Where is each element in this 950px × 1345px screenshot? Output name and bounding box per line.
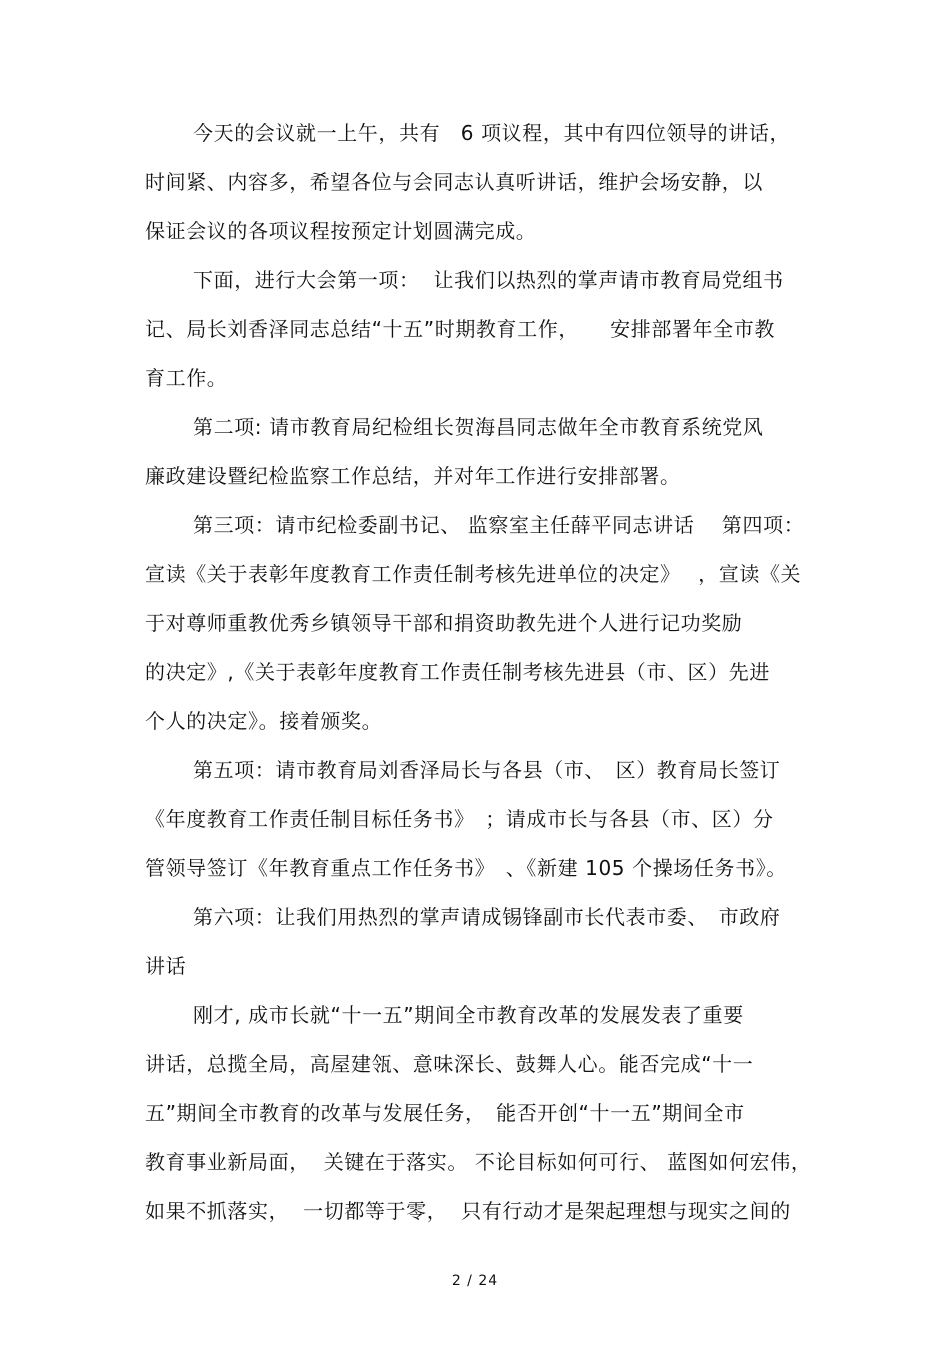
text-line: 下面，进行大会第一项： 让我们以热烈的掌声请市教育局党组书 xyxy=(193,268,784,292)
text-line: 个人的决定》。接着颁奖。 xyxy=(145,709,383,733)
text-line: 讲话，总揽全局，高屋建瓴、意味深长、鼓舞人心。能否完成“十一 xyxy=(145,1052,754,1076)
text-line: 保证会议的各项议程按预定计划圆满完成。 xyxy=(145,219,537,243)
text-line: 时间紧、内容多，希望各位与会同志认真听讲话，维护会场安静，以 xyxy=(145,170,763,194)
text-line: 宣读《关于表彰年度教育工作责任制考核先进单位的决定》 ，宣读《关 xyxy=(145,562,802,586)
text-line: 讲话 xyxy=(145,954,187,978)
text-line: 刚才, 成市长就“十一五”期间全市教育改革的发展发表了重要 xyxy=(193,1003,744,1027)
text-line: 记、局长刘香泽同志总结“十五”时期教育工作， 安排部署年全市教 xyxy=(145,317,775,341)
text-line: 育工作。 xyxy=(145,366,228,390)
text-line: 管领导签订《年教育重点工作任务书》 、《新建 105 个操场任务书》。 xyxy=(145,856,787,880)
text-line: 五”期间全市教育的改革与发展任务， 能否开创“十一五”期间全市 xyxy=(145,1101,745,1125)
text-line: 今天的会议就一上午，共有 6 项议程，其中有四位领导的讲话， xyxy=(193,121,791,145)
text-line: 如果不抓落实， 一切都等于零， 只有行动才是架起理想与现实之间的 xyxy=(145,1199,791,1223)
text-line: 于对尊师重教优秀乡镇领导干部和捐资助教先进个人进行记功奖励 xyxy=(145,611,743,635)
text-line: 第二项: 请市教育局纪检组长贺海昌同志做年全市教育系统党风 xyxy=(193,415,764,439)
text-line: 第三项：请市纪检委副书记、 监察室主任薛平同志讲话 第四项： xyxy=(193,513,805,537)
text-line: 的决定》,《关于表彰年度教育工作责任制考核先进县（市、区）先进 xyxy=(145,660,770,684)
text-line: 第五项：请市教育局刘香泽局长与各县（市、 区）教育局长签订 xyxy=(193,758,781,782)
page-number: 2 / 24 xyxy=(451,1273,499,1289)
text-line: 第六项：让我们用热烈的掌声请成锡锋副市长代表市委、 市政府 xyxy=(193,905,781,929)
text-line: 廉政建设暨纪检监察工作总结，并对年工作进行安排部署。 xyxy=(145,464,681,488)
text-line: 《年度教育工作责任制目标任务书》 ；请成市长与各县（市、区）分 xyxy=(145,807,774,831)
text-line: 教育事业新局面， 关键在于落实。 不论目标如何可行、 蓝图如何宏伟， xyxy=(145,1150,812,1174)
